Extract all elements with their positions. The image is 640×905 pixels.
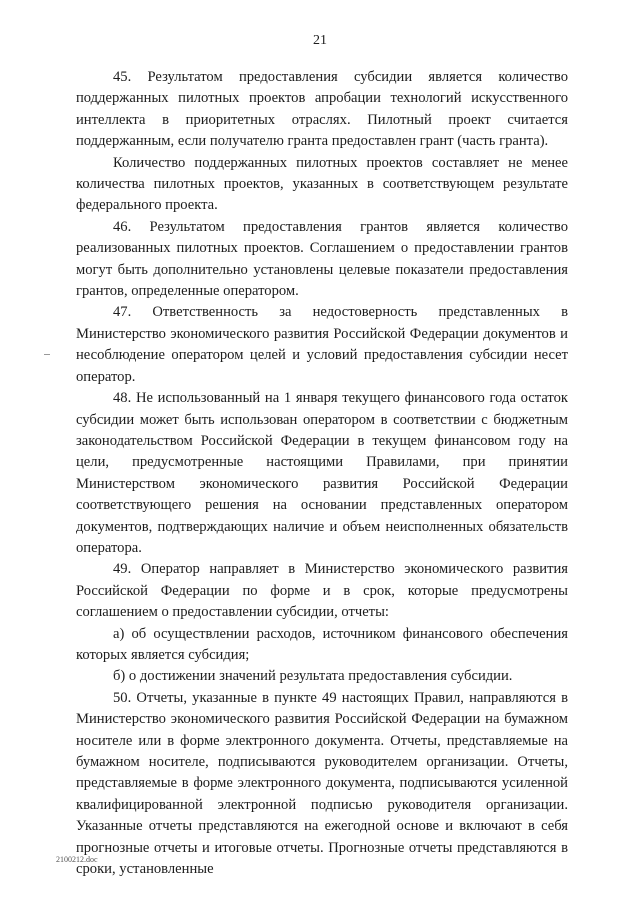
paragraph-45-continued: Количество поддержанных пилотных проектов составляет не менее количества пилотных проектов, указанных в соответствующем результате федерального проекта. — [76, 154, 568, 214]
page-number: 21 — [313, 33, 327, 48]
paragraph-47: 47. Ответственность за недостоверность представленных в Министерство экономического развития Российской Федерации документов и несоблюдение оператором целей и условий предоставления субсидии несет оператор. — [76, 304, 568, 385]
paragraph-50: 50. Отчеты, указанные в пункте 49 настоящих Правил, направляются в Министерство экономического развития Российской Федерации на бумажном носителе или в форме электронного документа. Отчеты, представляемые на бумажном носителе, подписываются руководителем организации. Отчеты, представляемые в форме электронного документа, подписываются усиленной квалифицированной электронной подписью руководителя организации. Указанные отчеты представляются на ежегодной основе и включают в себя прогнозные отчеты и итоговые отчеты. Прогнозные отчеты представляются в сроки, установленные — [76, 689, 568, 878]
paragraph-49-item-a: а) об осуществлении расходов, источником финансового обеспечения которых является субсидия; — [76, 625, 568, 663]
paragraph-49-item-b: б) о достижении значений результата предоставления субсидии. — [113, 668, 513, 685]
paragraph-46: 46. Результатом предоставления грантов является количество реализованных пилотных проектов. Соглашением о предоставлении грантов могут быть дополнительно установлены целевые показатели предоставления грантов, определенные оператором. — [76, 218, 568, 300]
margin-mark — [44, 354, 50, 355]
document-body — [76, 67, 568, 880]
paragraph-48: 48. Не использованный на 1 января текущего финансового года остаток субсидии может быть использован оператором в соответствии с бюджетным законодательством Российской Федерации в текущем финансовом году на цели, предусмотренные настоящими Правилами, при принятии Министерством экономического развития Российской Федерации соответствующего решения на основании представленных оператором документов, подтверждающих наличие и объем неисполненных обязательств оператора. — [76, 390, 568, 556]
paragraph-49: 49. Оператор направляет в Министерство экономического развития Российской Федерации по форме и в срок, которые предусмотрены соглашением о предоставлении субсидии, отчеты: — [76, 561, 568, 621]
footer-filename: 2100212.doc — [56, 855, 98, 864]
paragraph-45: 45. Результатом предоставления субсидии является количество поддержанных пилотных проектов апробации технологий искусственного интеллекта в приоритетных отраслях. Пилотный проект считается поддержанным, если получателю гранта предоставлен грант (часть гранта). — [76, 69, 568, 150]
